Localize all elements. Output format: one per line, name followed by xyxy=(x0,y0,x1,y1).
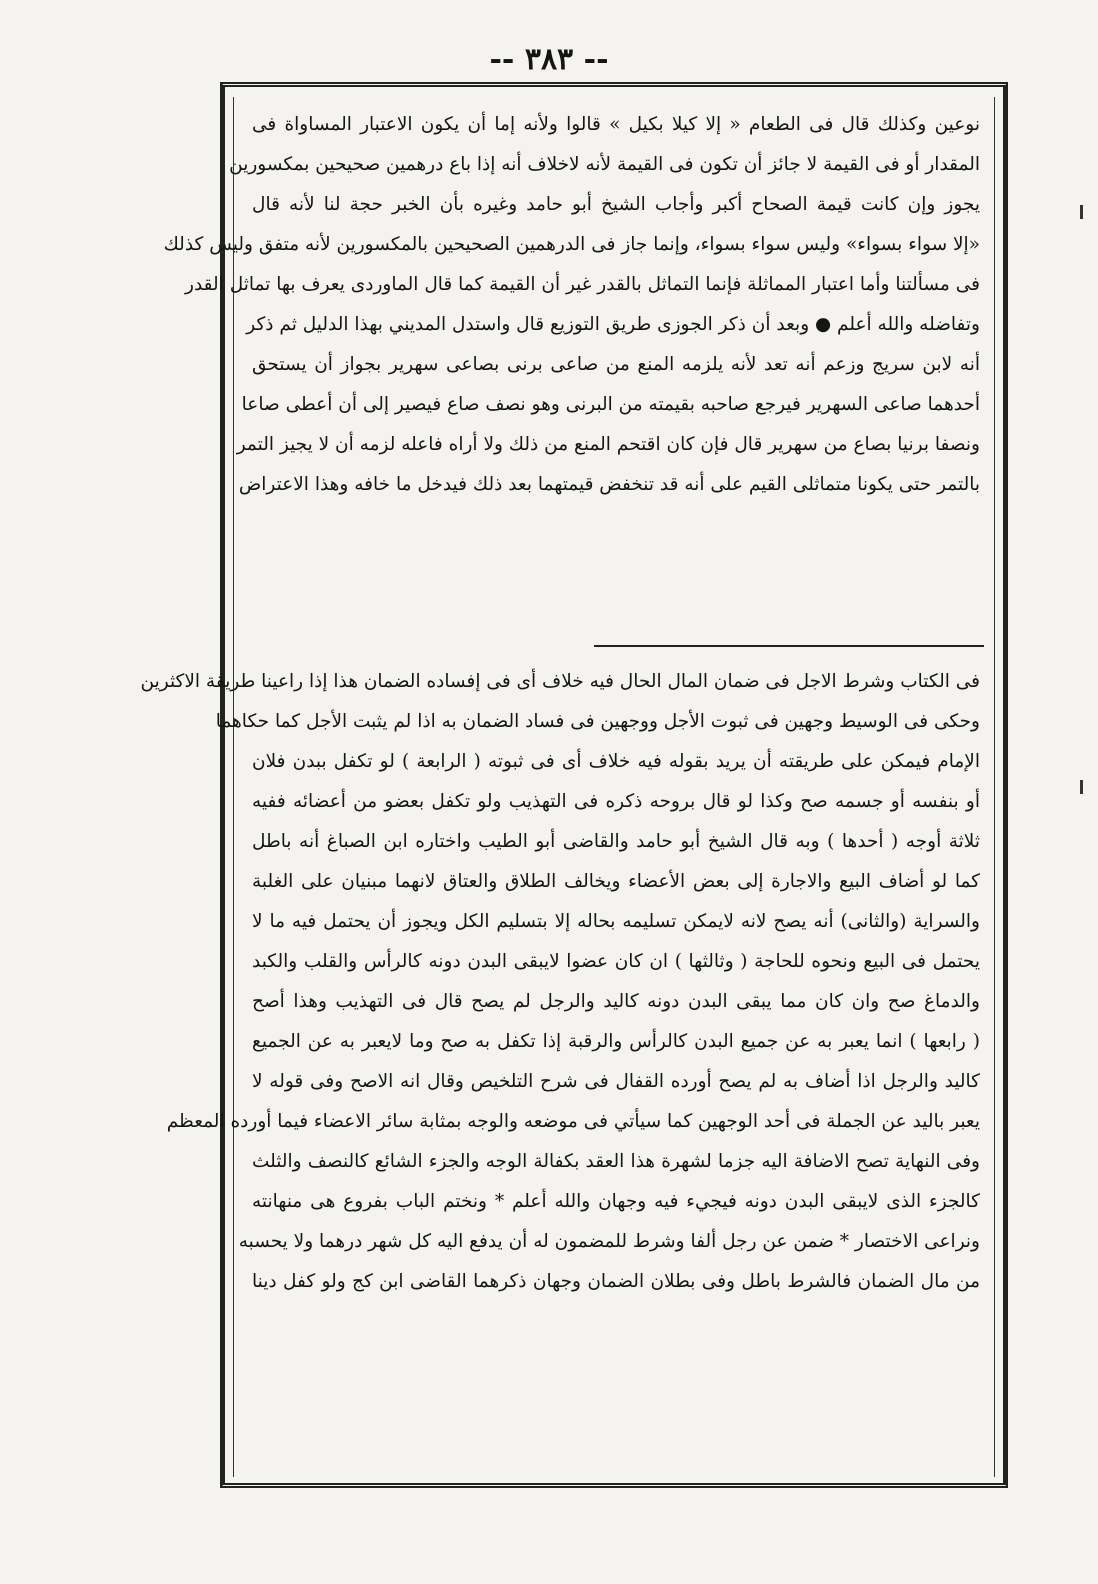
footnote-line: كما لو أضاف البيع والاجارة إلى بعض الأعضاء ويخالف الطلاق والعتاق لانهما مبنيان على الغلبة xyxy=(252,871,980,892)
main-text-line: «إلا سواء بسواء» وليس سواء بسواء، وإنما جاز فى الدرهمين الصحيحين بالمكسورين لأنه متفق وليس كذلك xyxy=(163,234,980,255)
footnote-line: الإمام فيمكن على طريقته أن يريد بقوله فيه خلاف أى فى ثبوته ( الرابعة ) لو تكفل ببدن فلان xyxy=(252,751,980,772)
main-text-line: المقدار أو فى القيمة لا جائز أن تكون فى القيمة لأنه لاخلاف أنه إذا باع درهمين صحيحين بمكسورين xyxy=(229,154,980,175)
main-text-line: أنه لابن سريج وزعم أنه تعد لأنه يلزمه المنع من صاعى برنى بصاعى سهرير بجواز أن يستحق xyxy=(252,354,980,375)
page-frame-inner xyxy=(140,97,995,1477)
main-text-line: نوعين وكذلك قال فى الطعام « إلا كيلا بكيل » قالوا ولأنه إما أن يكون الاعتبار المساواة فى xyxy=(252,114,980,135)
footnote-block xyxy=(140,662,980,1302)
main-text-block xyxy=(163,105,980,505)
footnote-line: وفى النهاية تصح الاضافة اليه جزما لشهرة هذا العقد بكفالة الوجه والجزء الشائع كالنصف والثلث xyxy=(252,1151,980,1172)
footnote-line: من مال الضمان فالشرط باطل وفى بطلان الضمان وجهان ذكرهما القاضى ابن كج ولو كفل دينا xyxy=(252,1271,980,1292)
footnote-line: والدماغ صح وان كان مما يبقى البدن دونه كاليد والرجل لم يصح قال فى التهذيب وهذا أصح xyxy=(252,991,980,1012)
footnote-line: ونراعى الاختصار * ضمن عن رجل ألفا وشرط للمضمون له أن يدفع اليه كل شهر درهما ولا يحسبه xyxy=(238,1231,980,1252)
scan-mark xyxy=(1080,780,1083,794)
footnote-line: والسراية (والثانى) أنه يصح لانه لايمكن تسليمه بحاله إلا بتسليم الكل ويجوز أن يحتمل فيه ما لا xyxy=(252,911,980,932)
main-text-line: ونصفا برنيا بصاع من سهرير قال فإن كان اقتحم المنع من ذلك ولا أراه فاعله لزمه أن لا يجيز التمر xyxy=(236,434,980,455)
footnote-line: يحتمل فى البيع ونحوه للحاجة ( وثالثها ) ان كان عضوا لايبقى البدن دونه كالرأس والقلب والكبد xyxy=(252,951,980,972)
main-text-line: يجوز وإن كانت قيمة الصحاح أكبر وأجاب الشيخ أبو حامد وغيره بأن الخبر حجة لنا لأنه قال xyxy=(252,194,980,215)
footnote-line: كالجزء الذى لايبقى البدن دونه فيجيء فيه وجهان والله أعلم * ونختم الباب بفروع هى منهانته xyxy=(252,1191,980,1212)
footnote-divider xyxy=(594,645,984,647)
footnote-line: كاليد والرجل اذا أضاف به لم يصح أورده القفال فى شرح التلخيص وقال انه الاصح وفى قوله لا xyxy=(252,1071,980,1092)
main-text-line: فى مسألتنا وأما اعتبار المماثلة فإنما التماثل بالقدر غير أن القيمة كما قال الماوردى يعرف بها تماثل القدر xyxy=(185,274,980,295)
main-text-line: أحدهما صاعى السهرير فيرجع صاحبه بقيمته من البرنى وهو نصف صاع فيصير إلى أن أعطى صاعا xyxy=(241,394,980,415)
main-text-line: بالتمر حتى يكونا متماثلى القيم على أنه قد تنخفض قيمتهما بعد ذلك فيدخل ما خافه وهذا الاعتراض xyxy=(238,474,980,495)
scan-mark xyxy=(1080,205,1083,219)
footnote-line: يعبر باليد عن الجملة فى أحد الوجهين كما سيأتي فى موضعه والوجه بمثابة سائر الاعضاء فيما أورده المعظم xyxy=(166,1111,980,1132)
footnote-line: فى الكتاب وشرط الاجل فى ضمان المال الحال فيه خلاف أى فى إفساده الضمان هذا إذا راعينا طريقة الاكثرين xyxy=(140,671,980,692)
page-frame xyxy=(140,82,1008,1488)
footnote-line: وحكى فى الوسيط وجهين فى ثبوت الأجل ووجهين فى فساد الضمان به اذا لم يثبت الأجل كما حكاهما xyxy=(215,711,980,732)
main-text-line: وتفاضله والله أعلم ● وبعد أن ذكر الجوزى طريق التوزيع قال واستدل المديني بهذا الدليل ثم ذكر xyxy=(246,314,980,335)
page-number: -- ٣٨٣ -- xyxy=(489,42,609,77)
footnote-line: ( رابعها ) انما يعبر به عن جميع البدن كالرأس والرقبة إذا تكفل به صح وما لايعبر به عن الجميع xyxy=(252,1031,980,1052)
footnote-line: ثلاثة أوجه ( أحدها ) وبه قال الشيخ أبو حامد والقاضى أبو الطيب واختاره ابن الصباغ أنه باطل xyxy=(252,831,980,852)
footnote-line: أو بنفسه أو جسمه صح وكذا لو قال بروحه ذكره فى التهذيب ولو تكفل بعضو من أعضائه ففيه xyxy=(252,791,980,812)
